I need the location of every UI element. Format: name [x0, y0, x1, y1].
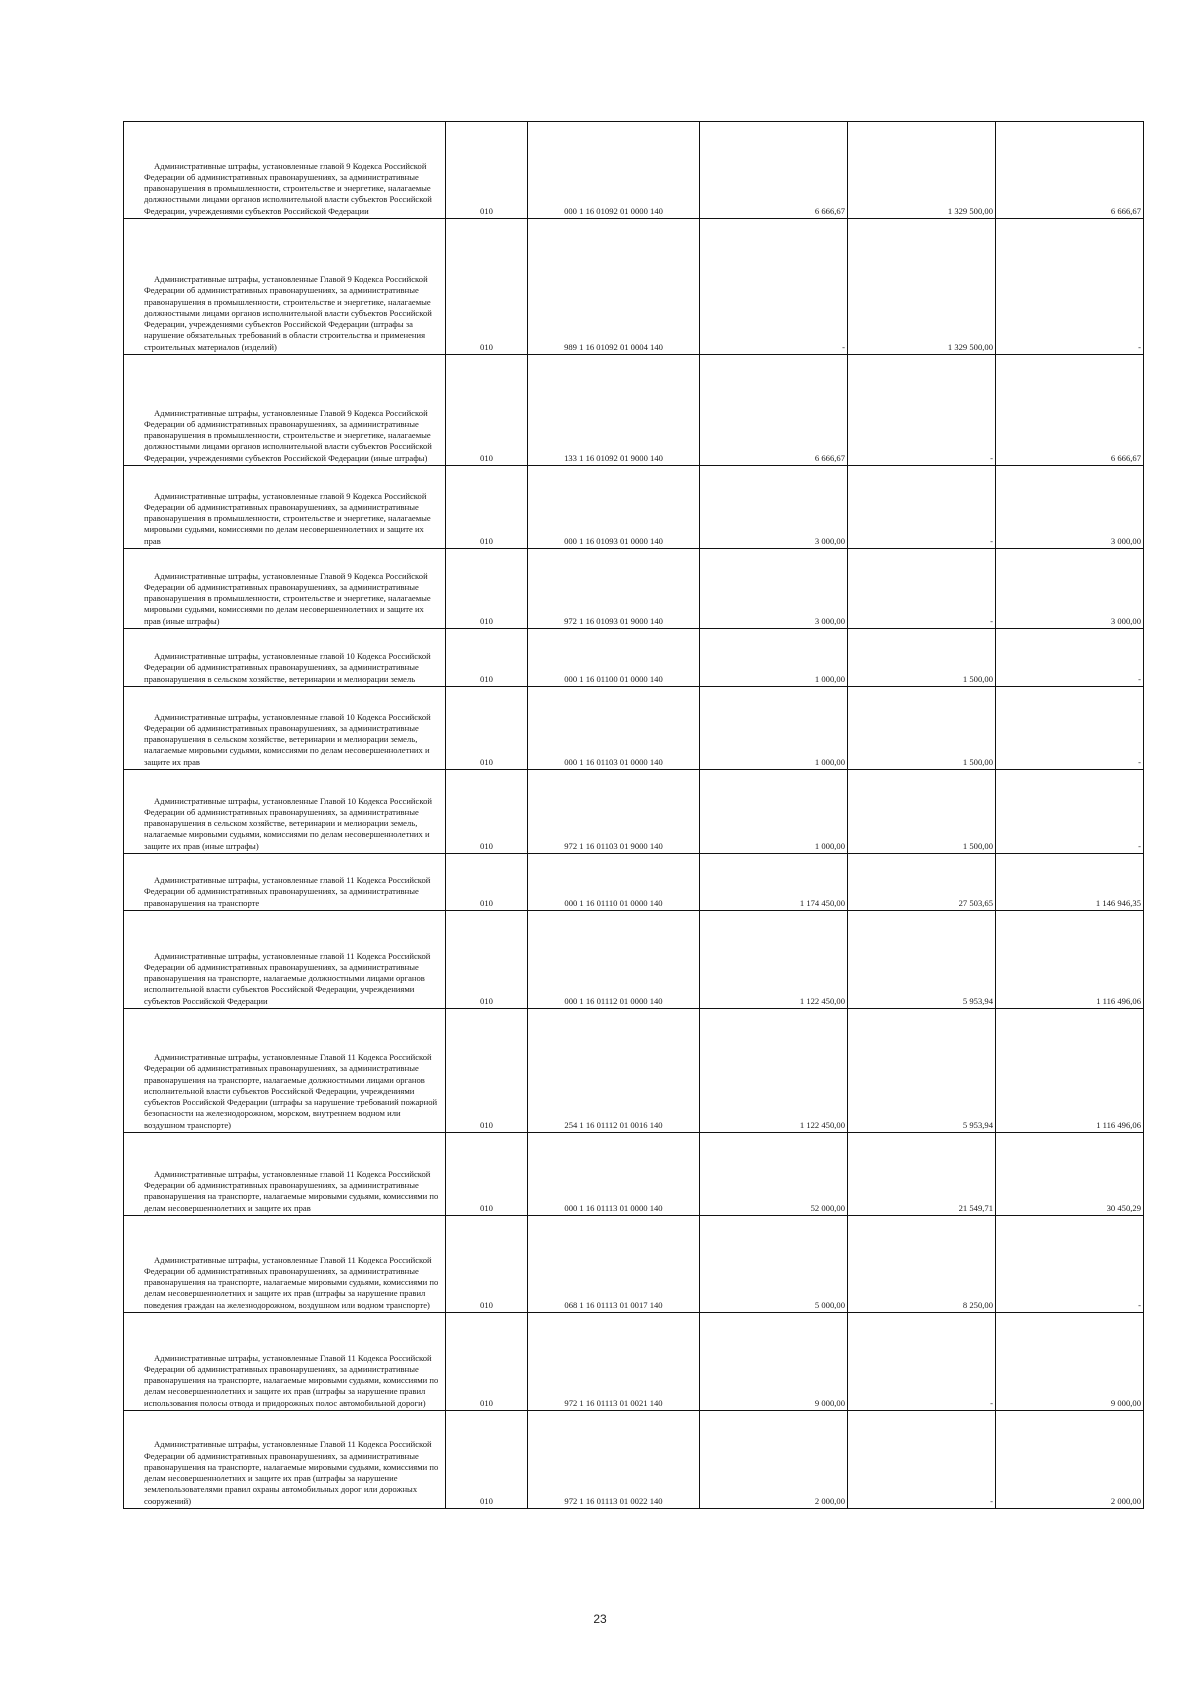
row-approved-amount: 9 000,00 — [700, 1313, 848, 1411]
table-row — [124, 629, 1144, 687]
row-kbk-code: 972 1 16 01093 01 9000 140 — [528, 549, 700, 629]
row-approved-amount: 3 000,00 — [700, 466, 848, 549]
row-description: Административные штрафы, установленные главой 9 Кодекса Российской Федерации об административных правонарушениях, за административные правонарушения в промышленности, строительстве и энергетике, налагаемые мировыми судьями, комиссиями по делам несовершеннолетних и защите их прав — [124, 466, 446, 549]
row-approved-amount: 1 000,00 — [700, 629, 848, 687]
row-line-code: 010 — [446, 355, 528, 466]
row-approved-amount: 1 000,00 — [700, 687, 848, 770]
revenue-table — [123, 121, 1144, 1509]
row-description: Административные штрафы, установленные главой 11 Кодекса Российской Федерации об административных правонарушениях, за административные правонарушения на транспорте, налагаемые мировыми судьями, комиссиями по делам несовершеннолетних и защите их прав — [124, 1133, 446, 1216]
table-row — [124, 1313, 1144, 1411]
row-approved-amount: 6 666,67 — [700, 122, 848, 219]
row-approved-amount: 1 174 450,00 — [700, 854, 848, 911]
row-line-code: 010 — [446, 770, 528, 854]
row-line-code: 010 — [446, 466, 528, 549]
row-line-code: 010 — [446, 122, 528, 219]
table-row — [124, 549, 1144, 629]
row-kbk-code: 972 1 16 01113 01 0021 140 — [528, 1313, 700, 1411]
row-description: Административные штрафы, установленные Главой 11 Кодекса Российской Федерации об административных правонарушениях, за административные правонарушения на транспорте, налагаемые мировыми судьями, комиссиями по делам несовершеннолетних и защите их прав (штрафы за нарушение землепользователями правил охраны автомобильных дорог или дорожных сооружений) — [124, 1411, 446, 1509]
row-executed-amount: 5 953,94 — [848, 1009, 996, 1133]
row-executed-amount: - — [848, 549, 996, 629]
row-line-code: 010 — [446, 1313, 528, 1411]
table-body — [124, 122, 1144, 1509]
row-executed-amount: - — [848, 355, 996, 466]
row-kbk-code: 000 1 16 01113 01 0000 140 — [528, 1133, 700, 1216]
row-description: Административные штрафы, установленные главой 10 Кодекса Российской Федерации об административных правонарушениях, за административные правонарушения в сельском хозяйстве, ветеринарии и мелиорации земель, налагаемые мировыми судьями, комиссиями по делам несовершеннолетних и защите их прав — [124, 687, 446, 770]
row-description: Административные штрафы, установленные Главой 10 Кодекса Российской Федерации об административных правонарушениях, за административные правонарушения в сельском хозяйстве, ветеринарии и мелиорации земель, налагаемые мировыми судьями, комиссиями по делам несовершеннолетних и защите их прав (иные штрафы) — [124, 770, 446, 854]
row-kbk-code: 133 1 16 01092 01 9000 140 — [528, 355, 700, 466]
row-line-code: 010 — [446, 911, 528, 1009]
row-unexecuted-amount: 1 116 496,06 — [996, 911, 1144, 1009]
row-approved-amount: 1 122 450,00 — [700, 911, 848, 1009]
row-unexecuted-amount: 1 146 946,35 — [996, 854, 1144, 911]
row-approved-amount: 3 000,00 — [700, 549, 848, 629]
row-line-code: 010 — [446, 1009, 528, 1133]
row-unexecuted-amount: - — [996, 770, 1144, 854]
row-unexecuted-amount: - — [996, 629, 1144, 687]
row-kbk-code: 972 1 16 01113 01 0022 140 — [528, 1411, 700, 1509]
row-line-code: 010 — [446, 854, 528, 911]
row-unexecuted-amount: 1 116 496,06 — [996, 1009, 1144, 1133]
row-description: Административные штрафы, установленные главой 11 Кодекса Российской Федерации об административных правонарушениях, за административные правонарушения на транспорте, налагаемые должностными лицами органов исполнительной власти субъектов Российской Федерации, учреждениями субъектов Российской Федерации — [124, 911, 446, 1009]
row-approved-amount: 1 000,00 — [700, 770, 848, 854]
table-row — [124, 466, 1144, 549]
row-approved-amount: 1 122 450,00 — [700, 1009, 848, 1133]
table-row — [124, 122, 1144, 219]
row-executed-amount: 8 250,00 — [848, 1216, 996, 1313]
table-row — [124, 687, 1144, 770]
row-executed-amount: - — [848, 1411, 996, 1509]
row-executed-amount: 1 329 500,00 — [848, 122, 996, 219]
row-executed-amount: 1 329 500,00 — [848, 219, 996, 355]
row-description: Административные штрафы, установленные Главой 11 Кодекса Российской Федерации об административных правонарушениях, за административные правонарушения на транспорте, налагаемые должностными лицами органов исполнительной власти субъектов Российской Федерации, учреждениями субъектов Российской Федерации (штрафы за нарушение требований пожарной безопасности на железнодорожном, морском, внутреннем водном или воздушном транспорте) — [124, 1009, 446, 1133]
row-kbk-code: 989 1 16 01092 01 0004 140 — [528, 219, 700, 355]
table-row — [124, 1009, 1144, 1133]
row-kbk-code: 000 1 16 01100 01 0000 140 — [528, 629, 700, 687]
row-kbk-code: 000 1 16 01103 01 0000 140 — [528, 687, 700, 770]
row-approved-amount: - — [700, 219, 848, 355]
row-unexecuted-amount: 30 450,29 — [996, 1133, 1144, 1216]
row-executed-amount: 27 503,65 — [848, 854, 996, 911]
row-description: Административные штрафы, установленные главой 10 Кодекса Российской Федерации об административных правонарушениях, за административные правонарушения в сельском хозяйстве, ветеринарии и мелиорации земель — [124, 629, 446, 687]
row-unexecuted-amount: - — [996, 687, 1144, 770]
table-row — [124, 355, 1144, 466]
row-description: Административные штрафы, установленные Главой 11 Кодекса Российской Федерации об административных правонарушениях, за административные правонарушения на транспорте, налагаемые мировыми судьями, комиссиями по делам несовершеннолетних и защите их прав (штрафы за нарушение правил использования полосы отвода и придорожных полос автомобильной дороги) — [124, 1313, 446, 1411]
row-approved-amount: 52 000,00 — [700, 1133, 848, 1216]
row-kbk-code: 000 1 16 01092 01 0000 140 — [528, 122, 700, 219]
row-line-code: 010 — [446, 1216, 528, 1313]
row-description: Административные штрафы, установленные главой 11 Кодекса Российской Федерации об административных правонарушениях, за административные правонарушения на транспорте — [124, 854, 446, 911]
row-executed-amount: 1 500,00 — [848, 629, 996, 687]
row-description: Административные штрафы, установленные Главой 9 Кодекса Российской Федерации об административных правонарушениях, за административные правонарушения в промышленности, строительстве и энергетике, налагаемые должностными лицами органов исполнительной власти субъектов Российской Федерации, учреждениями субъектов Российской Федерации (штрафы за нарушение обязательных требований в области строительства и применения строительных материалов (изделий) — [124, 219, 446, 355]
row-description: Административные штрафы, установленные Главой 11 Кодекса Российской Федерации об административных правонарушениях, за административные правонарушения на транспорте, налагаемые мировыми судьями, комиссиями по делам несовершеннолетних и защите их прав (штрафы за нарушение правил поведения граждан на железнодорожном, воздушном или водном транспорте) — [124, 1216, 446, 1313]
row-unexecuted-amount: - — [996, 219, 1144, 355]
row-line-code: 010 — [446, 549, 528, 629]
row-unexecuted-amount: 9 000,00 — [996, 1313, 1144, 1411]
table-row — [124, 1216, 1144, 1313]
row-executed-amount: 21 549,71 — [848, 1133, 996, 1216]
row-kbk-code: 254 1 16 01112 01 0016 140 — [528, 1009, 700, 1133]
page-number: 23 — [593, 1612, 607, 1626]
row-unexecuted-amount: 2 000,00 — [996, 1411, 1144, 1509]
row-kbk-code: 000 1 16 01112 01 0000 140 — [528, 911, 700, 1009]
row-approved-amount: 5 000,00 — [700, 1216, 848, 1313]
row-unexecuted-amount: 6 666,67 — [996, 122, 1144, 219]
row-unexecuted-amount: - — [996, 1216, 1144, 1313]
table-row — [124, 219, 1144, 355]
row-unexecuted-amount: 3 000,00 — [996, 466, 1144, 549]
table-row — [124, 770, 1144, 854]
row-executed-amount: - — [848, 466, 996, 549]
row-executed-amount: - — [848, 1313, 996, 1411]
row-executed-amount: 5 953,94 — [848, 911, 996, 1009]
row-kbk-code: 068 1 16 01113 01 0017 140 — [528, 1216, 700, 1313]
row-line-code: 010 — [446, 219, 528, 355]
row-unexecuted-amount: 3 000,00 — [996, 549, 1144, 629]
row-description: Административные штрафы, установленные Главой 9 Кодекса Российской Федерации об административных правонарушениях, за административные правонарушения в промышленности, строительстве и энергетике, налагаемые мировыми судьями, комиссиями по делам несовершеннолетних и защите их прав (иные штрафы) — [124, 549, 446, 629]
row-line-code: 010 — [446, 1133, 528, 1216]
table-row — [124, 911, 1144, 1009]
row-executed-amount: 1 500,00 — [848, 770, 996, 854]
row-description: Административные штрафы, установленные главой 9 Кодекса Российской Федерации об административных правонарушениях, за административные правонарушения в промышленности, строительстве и энергетике, налагаемые должностными лицами органов исполнительной власти субъектов Российской Федерации, учреждениями субъектов Российской Федерации — [124, 122, 446, 219]
row-kbk-code: 972 1 16 01103 01 9000 140 — [528, 770, 700, 854]
table-row — [124, 854, 1144, 911]
row-approved-amount: 2 000,00 — [700, 1411, 848, 1509]
row-line-code: 010 — [446, 1411, 528, 1509]
table-row — [124, 1133, 1144, 1216]
row-executed-amount: 1 500,00 — [848, 687, 996, 770]
table-row — [124, 1411, 1144, 1509]
row-kbk-code: 000 1 16 01093 01 0000 140 — [528, 466, 700, 549]
row-description: Административные штрафы, установленные Главой 9 Кодекса Российской Федерации об административных правонарушениях, за административные правонарушения в промышленности, строительстве и энергетике, налагаемые должностными лицами органов исполнительной власти субъектов Российской Федерации, учреждениями субъектов Российской Федерации (иные штрафы) — [124, 355, 446, 466]
row-unexecuted-amount: 6 666,67 — [996, 355, 1144, 466]
row-approved-amount: 6 666,67 — [700, 355, 848, 466]
row-line-code: 010 — [446, 687, 528, 770]
row-kbk-code: 000 1 16 01110 01 0000 140 — [528, 854, 700, 911]
row-line-code: 010 — [446, 629, 528, 687]
report-table-container — [123, 121, 1143, 1509]
